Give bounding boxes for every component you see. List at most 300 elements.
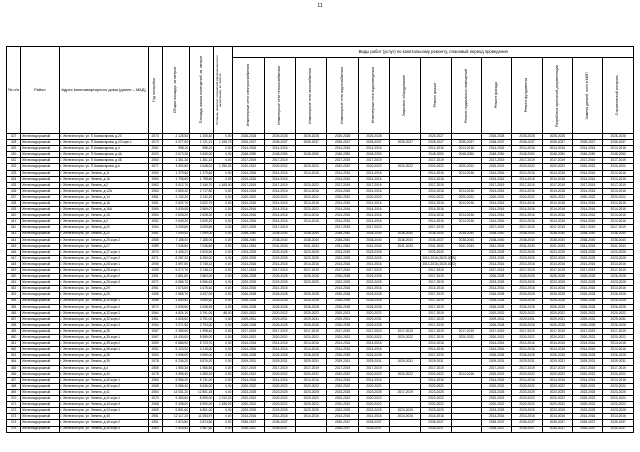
header-work-10: Разработка проектной документации (542, 58, 572, 134)
cell-work-period: 2020-2022 (296, 402, 327, 408)
cell-num: 446 (7, 249, 21, 255)
cell-work-period: 2020-2022 (451, 194, 481, 200)
cell-year: 1970 (148, 249, 162, 255)
cell-work-period: 2014-2016 (233, 219, 264, 225)
cell-work-period: 2023-2025 (233, 389, 264, 395)
cell-nonliving-area: 0,00 (214, 420, 233, 426)
cell-work-period: 2014-2016 (573, 341, 603, 347)
cell-living-area: 12 851,28 (189, 389, 213, 395)
cell-work-period: 2023-2025 (358, 249, 389, 255)
cell-work-period: 2017-2019 (421, 304, 451, 310)
cell-district: Железнодорожный (21, 377, 59, 383)
cell-district: Железнодорожный (21, 140, 59, 146)
cell-year: 1967 (148, 329, 162, 335)
cell-total-area: 4 405,21 (162, 249, 189, 255)
cell-district: Железнодорожный (21, 420, 59, 426)
cell-work-period: 2029-2031 (264, 316, 295, 322)
cell-num: 433 (7, 170, 21, 176)
cell-work-period: 2017-2019 (421, 322, 451, 328)
cell-work-period: 2014-2016 (512, 219, 542, 225)
cell-work-period: 2038-2040 (482, 237, 512, 243)
cell-work-period: 2014-2016 (512, 146, 542, 152)
cell-work-period: 2020-2022 (482, 194, 512, 200)
cell-work-period: 2014-2016 (482, 347, 512, 353)
cell-work-period: 2014-2016 (542, 377, 572, 383)
cell-nonliving-area: 0,00 (214, 176, 233, 182)
cell-address: г. Железногорск, ул. Ленина, д.43 корп.1 (59, 408, 148, 414)
cell-work-period: 2014-2016 (603, 286, 634, 292)
cell-work-period: 2038-2040 (421, 231, 451, 237)
cell-work-period: 2029-2031 (482, 359, 512, 365)
cell-num: 428 (7, 140, 21, 146)
cell-work-period: 2014-2016 (542, 414, 572, 420)
cell-work-period: 2026-2028 (573, 322, 603, 328)
cell-work-period: 2017-2019 (421, 353, 451, 359)
cell-work-period: 2041-2043 (421, 243, 451, 249)
cell-district: Железнодорожный (21, 383, 59, 389)
cell-work-period: 2026-2028 (573, 304, 603, 310)
cell-work-period: 2014-2016 (358, 146, 389, 152)
cell-work-period: 2020-2022 (542, 335, 572, 341)
cell-work-period: 2014-2016 (542, 188, 572, 194)
cell-work-period: 2020-2022 (327, 371, 358, 377)
cell-work-period: 2035-2037 (482, 140, 512, 146)
cell-work-period: 2020-2022 (421, 402, 451, 408)
cell-work-period: 2020-2022 (512, 164, 542, 170)
cell-work-period: 2023-2025 (573, 408, 603, 414)
cell-work-period: 2014-2016 (421, 207, 451, 213)
cell-work-period: 2041-2043 (573, 243, 603, 249)
cell-work-period: 2020-2022 (358, 371, 389, 377)
cell-work-period: 2026-2028 (233, 298, 264, 304)
cell-address: г. Железногорск, ул. Ленина, д.28 корп.1 (59, 268, 148, 274)
cell-work-period: 2014-2016 (451, 201, 481, 207)
cell-work-period: 2026-2028 (482, 298, 512, 304)
cell-work-period: 2048-2050 (603, 152, 634, 158)
cell-work-period: 2014-2016 (451, 219, 481, 225)
cell-work-period: 2014-2016 (451, 213, 481, 219)
cell-work-period: 2014-2016 (358, 261, 389, 267)
cell-total-area: 1 361,28 (162, 158, 189, 164)
cell-work-period: 2020-2022 (512, 383, 542, 389)
cell-total-area: 2 805,40 (162, 188, 189, 194)
cell-work-period: 2020-2022 (603, 371, 634, 377)
cell-work-period: 2035-2037 (421, 237, 451, 243)
cell-work-period: 2020-2022 (512, 310, 542, 316)
cell-district: Железнодорожный (21, 316, 59, 322)
cell-work-period: 2023-2025 (264, 255, 295, 261)
cell-work-period: 2035-2037 (573, 420, 603, 426)
cell-total-area: 2 089,50 (162, 329, 189, 335)
header-work-11: Замена дверей, окон в МОП (573, 58, 603, 134)
cell-work-period: 2023-2025 (482, 280, 512, 286)
cell-nonliving-area: 1 155,79 (214, 140, 233, 146)
cell-work-period: 2020-2022 (264, 383, 295, 389)
cell-total-area: 2 673,28 (162, 152, 189, 158)
cell-work-period: 2026-2028 (512, 134, 542, 140)
cell-work-period: 2026-2028 (233, 304, 264, 310)
cell-work-period: 2020-2022 (296, 383, 327, 389)
cell-work-period: 2026-2028 (603, 353, 634, 359)
cell-num: 462 (7, 347, 21, 353)
cell-work-period: 2023-2025 (233, 280, 264, 286)
cell-district: Железнодорожный (21, 280, 59, 286)
cell-address: г. Железногорск, ул. Ленина, д.27 корп.1 (59, 249, 148, 255)
cell-living-area: 2 721,21 (189, 140, 213, 146)
cell-work-period: 2026-2028 (603, 292, 634, 298)
cell-nonliving-area: 0,00 (214, 316, 233, 322)
cell-total-area: 8 236,20 (162, 359, 189, 365)
cell-work-period: 2023-2025 (296, 280, 327, 286)
cell-work-period: 2017-2019 (421, 182, 451, 188)
cell-work-period: 2014-2016 (327, 261, 358, 267)
cell-address: г. Железногорск, ул. Ленина, д.38 (59, 353, 148, 359)
cell-work-period: 2020-2022 (327, 310, 358, 316)
cell-work-period: 2014-2016 (542, 176, 572, 182)
cell-nonliving-area: 0,00 (214, 194, 233, 200)
cell-work-period: 2038-2040 (264, 237, 295, 243)
cell-num: 460 (7, 335, 21, 341)
cell-total-area: 7 099,00 (162, 231, 189, 237)
cell-year: 1963 (148, 188, 162, 194)
cell-district: Железнодорожный (21, 402, 59, 408)
cell-work-period: 2014-2016 (512, 414, 542, 420)
cell-nonliving-area: 0,00 (214, 219, 233, 225)
cell-work-period: 2048-2050 (327, 152, 358, 158)
cell-district: Железнодорожный (21, 237, 59, 243)
cell-total-area: 13 531,20 (162, 389, 189, 395)
cell-living-area: 2 864,00 (189, 274, 213, 280)
cell-work-period: 2017-2019 (421, 274, 451, 280)
cell-num: 437 (7, 194, 21, 200)
cell-address: г. Железногорск, ул. Ленина, д.14 (59, 194, 148, 200)
cell-work-period: 2017-2019 (573, 268, 603, 274)
cell-work-period: 2020-2022 (264, 310, 295, 316)
cell-work-period: 2017-2019 (603, 268, 634, 274)
cell-work-period: 2014-2016 (264, 188, 295, 194)
header-work-6: Ремонт крыши (421, 58, 451, 134)
cell-work-period: 2026-2028 (296, 134, 327, 140)
cell-num: 467 (7, 377, 21, 383)
cell-num: 457 (7, 316, 21, 322)
cell-work-period: 2014-2016 (358, 176, 389, 182)
cell-total-area: 6 851,60 (162, 408, 189, 414)
header-work-12: Строительный контроль (603, 58, 634, 134)
cell-work-period: 2026-2028 (296, 298, 327, 304)
cell-work-period: 2017-2019 (512, 365, 542, 371)
cell-year: 1964 (148, 322, 162, 328)
cell-year: 1978 (148, 359, 162, 365)
cell-work-period: 2020-2022 (233, 383, 264, 389)
cell-num: 452 (7, 286, 21, 292)
cell-nonliving-area: 0,00 (214, 201, 233, 207)
cell-work-period: 2029-2031 (233, 359, 264, 365)
cell-total-area: 3 071,50 (162, 322, 189, 328)
cell-work-period: 2023-2025 (264, 280, 295, 286)
cell-year: 1961 (148, 194, 162, 200)
cell-address: г. Железногорск, ул. Ленина, д.16 (59, 176, 148, 182)
cell-work-period: 2014-2016 (421, 341, 451, 347)
cell-nonliving-area: 0,00 (214, 353, 233, 359)
cell-work-period: 2020-2022 (358, 164, 389, 170)
cell-nonliving-area: 0,00 (214, 322, 233, 328)
cell-work-period: 2014-2016 (512, 188, 542, 194)
cell-total-area: 2 965,70 (162, 292, 189, 298)
cell-work-period: 2017-2019 (573, 182, 603, 188)
cell-work-period: 2026-2028 (327, 274, 358, 280)
cell-num: 441 (7, 219, 21, 225)
cell-work-period: 2017-2019 (482, 268, 512, 274)
cell-work-period: 2017-2019 (421, 298, 451, 304)
cell-work-period: 2017-2019 (233, 225, 264, 231)
cell-work-period: 2020-2022 (358, 396, 389, 402)
cell-work-period: 2014-2016 (296, 341, 327, 347)
cell-work-period: 2035-2037 (327, 420, 358, 426)
cell-work-period: 2026-2028 (512, 298, 542, 304)
cell-work-period: 2035-2037 (327, 426, 358, 432)
header-work-9: Ремонт фундамента (512, 58, 542, 134)
cell-total-area: 6 856,70 (162, 280, 189, 286)
cell-work-period: 2014-2016 (296, 188, 327, 194)
cell-work-period: 2026-2028 (512, 304, 542, 310)
header-total-area: Общая площадь, кв.метров (162, 47, 189, 134)
cell-work-period: 2020-2022 (573, 164, 603, 170)
cell-work-period: 2014-2016 (482, 219, 512, 225)
cell-work-period: 2038-2040 (512, 231, 542, 237)
cell-work-period: 2020-2022 (542, 164, 572, 170)
cell-work-period: 2035-2037 (482, 420, 512, 426)
cell-work-period: 2014-2016 (327, 188, 358, 194)
cell-work-period: 2014-2016 (421, 286, 451, 292)
cell-work-period: 2038-2040 (390, 237, 421, 243)
cell-work-period: 2025-2027 (421, 140, 451, 146)
cell-district: Железнодорожный (21, 207, 59, 213)
cell-address: г. Железногорск, ул. П.Комиссарова, д.4Б (59, 158, 148, 164)
cell-work-period: 2014-2016 (233, 261, 264, 267)
cell-work-period: 2014-2016 (264, 341, 295, 347)
cell-work-period: 2014-2016 (327, 341, 358, 347)
cell-nonliving-area: 0,00 (214, 341, 233, 347)
header-works-group: Виды работ (услуг) по капитальному ремонту, плановый период проведения (233, 47, 634, 58)
cell-work-period: 2026-2028 (233, 322, 264, 328)
cell-work-period: 2014-2016 (482, 146, 512, 152)
cell-work-period: 2026-2028 (327, 353, 358, 359)
cell-work-period: 2026-2028 (482, 353, 512, 359)
cell-work-period: 2014-2016 (512, 201, 542, 207)
cell-work-period: 2014-2016 (264, 286, 295, 292)
cell-work-period: 2017-2019 (264, 268, 295, 274)
cell-work-period: 2038-2040 (233, 237, 264, 243)
cell-address: г. Железногорск, ул. Ленина, д.20 (59, 225, 148, 231)
cell-work-period: 2035-2037 (542, 426, 572, 432)
cell-district: Железнодорожный (21, 298, 59, 304)
cell-num: 458 (7, 322, 21, 328)
cell-num: 472 (7, 408, 21, 414)
cell-living-area: 4 215,00 (189, 347, 213, 353)
cell-work-period: 2020-2022 (296, 194, 327, 200)
cell-work-period: 2017-2019 (542, 225, 572, 231)
cell-living-area: 3 009,69 (189, 225, 213, 231)
cell-work-period: 2023-2025 (482, 249, 512, 255)
cell-work-period: 2017-2019 (264, 329, 295, 335)
cell-work-period: 2017-2019 (358, 158, 389, 164)
cell-address: г. Железногорск, ул. Ленина, д.32 корп.2 (59, 316, 148, 322)
cell-nonliving-area: 0,00 (214, 213, 233, 219)
cell-work-period: 2014-2016 (327, 201, 358, 207)
cell-work-period: 2014-2016 (327, 146, 358, 152)
cell-address: г. Железногорск, ул. Ленина, д.22 (59, 231, 148, 237)
cell-work-period: 2023-2025 (296, 249, 327, 255)
cell-year: 1968 (148, 402, 162, 408)
cell-work-period: 2035-2037 (264, 140, 295, 146)
cell-work-period: 2020-2022 (451, 335, 481, 341)
cell-district: Железнодорожный (21, 134, 59, 140)
cell-work-period: 2023-2025 (512, 249, 542, 255)
cell-year: 1970 (148, 396, 162, 402)
cell-work-period: 2020-2022 (358, 335, 389, 341)
cell-work-period: 2014-2016 (358, 213, 389, 219)
cell-work-period: 2020-2022 (603, 402, 634, 408)
cell-work-period: 2023-2025 (573, 389, 603, 395)
cell-work-period: 2038-2040 (358, 237, 389, 243)
cell-work-period: 2014-2016 (327, 377, 358, 383)
cell-work-period: 2020-2022 (296, 207, 327, 213)
cell-work-period: 2026-2028 (264, 304, 295, 310)
cell-work-period: 2020-2022 (358, 383, 389, 389)
cell-work-period: 2029-2031 (573, 359, 603, 365)
cell-work-period: 2014-2016 (421, 170, 451, 176)
cell-work-period: 2038-2040 (603, 237, 634, 243)
cell-living-area: 5 636,00 (189, 383, 213, 389)
cell-work-period: 2017-2019 (421, 158, 451, 164)
cell-work-period: 2014-2016 (296, 377, 327, 383)
cell-work-period: 2023-2025 (482, 255, 512, 261)
cell-year: 1973 (148, 134, 162, 140)
cell-work-period: 2029-2031 (327, 359, 358, 365)
cell-living-area: 998,10 (189, 146, 213, 152)
cell-work-period: 2035-2037 (542, 140, 572, 146)
cell-address: г. Железногорск, ул. Ленина, д.30 (59, 292, 148, 298)
cell-work-period: 2026-2028 (512, 274, 542, 280)
cell-work-period: 2014-2016 (512, 377, 542, 383)
cell-work-period: 2026-2028 (603, 298, 634, 304)
cell-work-period: 2026-2028 (358, 292, 389, 298)
cell-work-period: 2014-2016 (421, 219, 451, 225)
cell-work-period: 2020-2022 (542, 310, 572, 316)
cell-work-period: 2035-2037 (603, 140, 634, 146)
cell-num: 463 (7, 353, 21, 359)
cell-num: 436 (7, 188, 21, 194)
cell-address: г. Железногорск, ул. Ленина, д.45 (59, 414, 148, 420)
cell-living-area: 2 638,99 (189, 304, 213, 310)
cell-nonliving-area: 0,00 (214, 255, 233, 261)
cell-address: г. Железногорск, ул. П.Комиссарова, д.23 корп.1 (59, 140, 148, 146)
cell-year: 1969 (148, 408, 162, 414)
cell-work-period: 2014-2016 (603, 201, 634, 207)
cell-work-period: 2026-2028 (233, 353, 264, 359)
cell-work-period: 2026-2028 (264, 298, 295, 304)
cell-work-period: 2014-2016 (264, 213, 295, 219)
cell-nonliving-area: 0,00 (214, 152, 233, 158)
cell-district: Железнодорожный (21, 249, 59, 255)
cell-work-period: 2014-2016 (358, 347, 389, 353)
cell-nonliving-area: 0,00 (214, 383, 233, 389)
cell-work-period: 2014-2016 (233, 347, 264, 353)
cell-work-period: 2023-2025 (603, 255, 634, 261)
cell-work-period: 2014-2016 (358, 170, 389, 176)
cell-total-area: 14 430,00 (162, 335, 189, 341)
cell-work-period: 2041-2043 (264, 243, 295, 249)
cell-work-period: 2020-2022 (482, 335, 512, 341)
cell-work-period: 2017-2019 (264, 365, 295, 371)
cell-work-period: 2048-2050 (573, 152, 603, 158)
cell-work-period: 2029-2031 (264, 359, 295, 365)
cell-district: Железнодорожный (21, 164, 59, 170)
cell-work-period: 2020-2022 (542, 194, 572, 200)
cell-living-area: 6 290,00 (189, 255, 213, 261)
cell-work-period: 2026-2028 (482, 292, 512, 298)
cell-address: г. Железногорск, ул. Ленина, д.27 корп.2 (59, 255, 148, 261)
cell-work-period: 2020-2022 (264, 194, 295, 200)
cell-address: г. Железногорск, ул. Ленина, д.12А (59, 188, 148, 194)
cell-work-period: 2014-2016 (233, 201, 264, 207)
cell-work-period: 2023-2025 (296, 408, 327, 414)
cell-total-area: 1 673,60 (162, 286, 189, 292)
cell-work-period: 2017-2019 (512, 158, 542, 164)
cell-work-period: 2038-2040 (327, 237, 358, 243)
cell-work-period: 2014-2016 (264, 207, 295, 213)
cell-year: 1960 (148, 170, 162, 176)
cell-total-area: 9 483,60 (162, 396, 189, 402)
cell-work-period: 2048-2050 (233, 152, 264, 158)
cell-year: 1969 (148, 341, 162, 347)
cell-work-period: 2017-2019 (542, 268, 572, 274)
cell-district: Железнодорожный (21, 365, 59, 371)
cell-work-period: 2014-2016 (482, 170, 512, 176)
cell-work-period: 2017-2019 (542, 329, 572, 335)
cell-work-period: 2014-2016 (573, 170, 603, 176)
cell-nonliving-area: 0,00 (214, 286, 233, 292)
cell-work-period: 2026-2028 (603, 304, 634, 310)
cell-living-area: 2 874,80 (189, 420, 213, 426)
cell-total-area: 5 986,20 (162, 377, 189, 383)
cell-work-period: 2014-2016 (603, 170, 634, 176)
cell-work-period: 2014-2016 (233, 146, 264, 152)
cell-work-period: 2020-2022 (233, 335, 264, 341)
cell-work-period: 2014-2016 (2023-2025) (422, 255, 456, 260)
cell-work-period: 2035-2037 (573, 426, 603, 432)
cell-district: Железнодорожный (21, 304, 59, 310)
cell-work-period: 2014-2016 (421, 377, 451, 383)
cell-work-period: 2014-2016 (512, 341, 542, 347)
cell-year: 1973 (148, 140, 162, 146)
cell-address: г. Железногорск, ул. Ленина, д.18 (59, 213, 148, 219)
cell-nonliving-area: 1 165,00 (214, 182, 233, 188)
cell-work-period: 2017-2019 (573, 365, 603, 371)
cell-total-area: 2 874,80 (162, 420, 189, 426)
cell-work-period: 2017-2019 (327, 225, 358, 231)
cell-district: Железнодорожный (21, 243, 59, 249)
cell-work-period (451, 426, 481, 432)
cell-year: 1966 (148, 298, 162, 304)
cell-work-period: 2041-2043 (390, 243, 421, 249)
cell-work-period: 2017-2019 (264, 225, 295, 231)
cell-work-period: 2014-2016 (603, 347, 634, 353)
cell-work-period: 2014-2016 (264, 146, 295, 152)
cell-district: Железнодорожный (21, 408, 59, 414)
cell-work-period: 2017-2019 (421, 329, 451, 335)
header-work-4: Инженерные сети водоотведения (358, 58, 389, 134)
